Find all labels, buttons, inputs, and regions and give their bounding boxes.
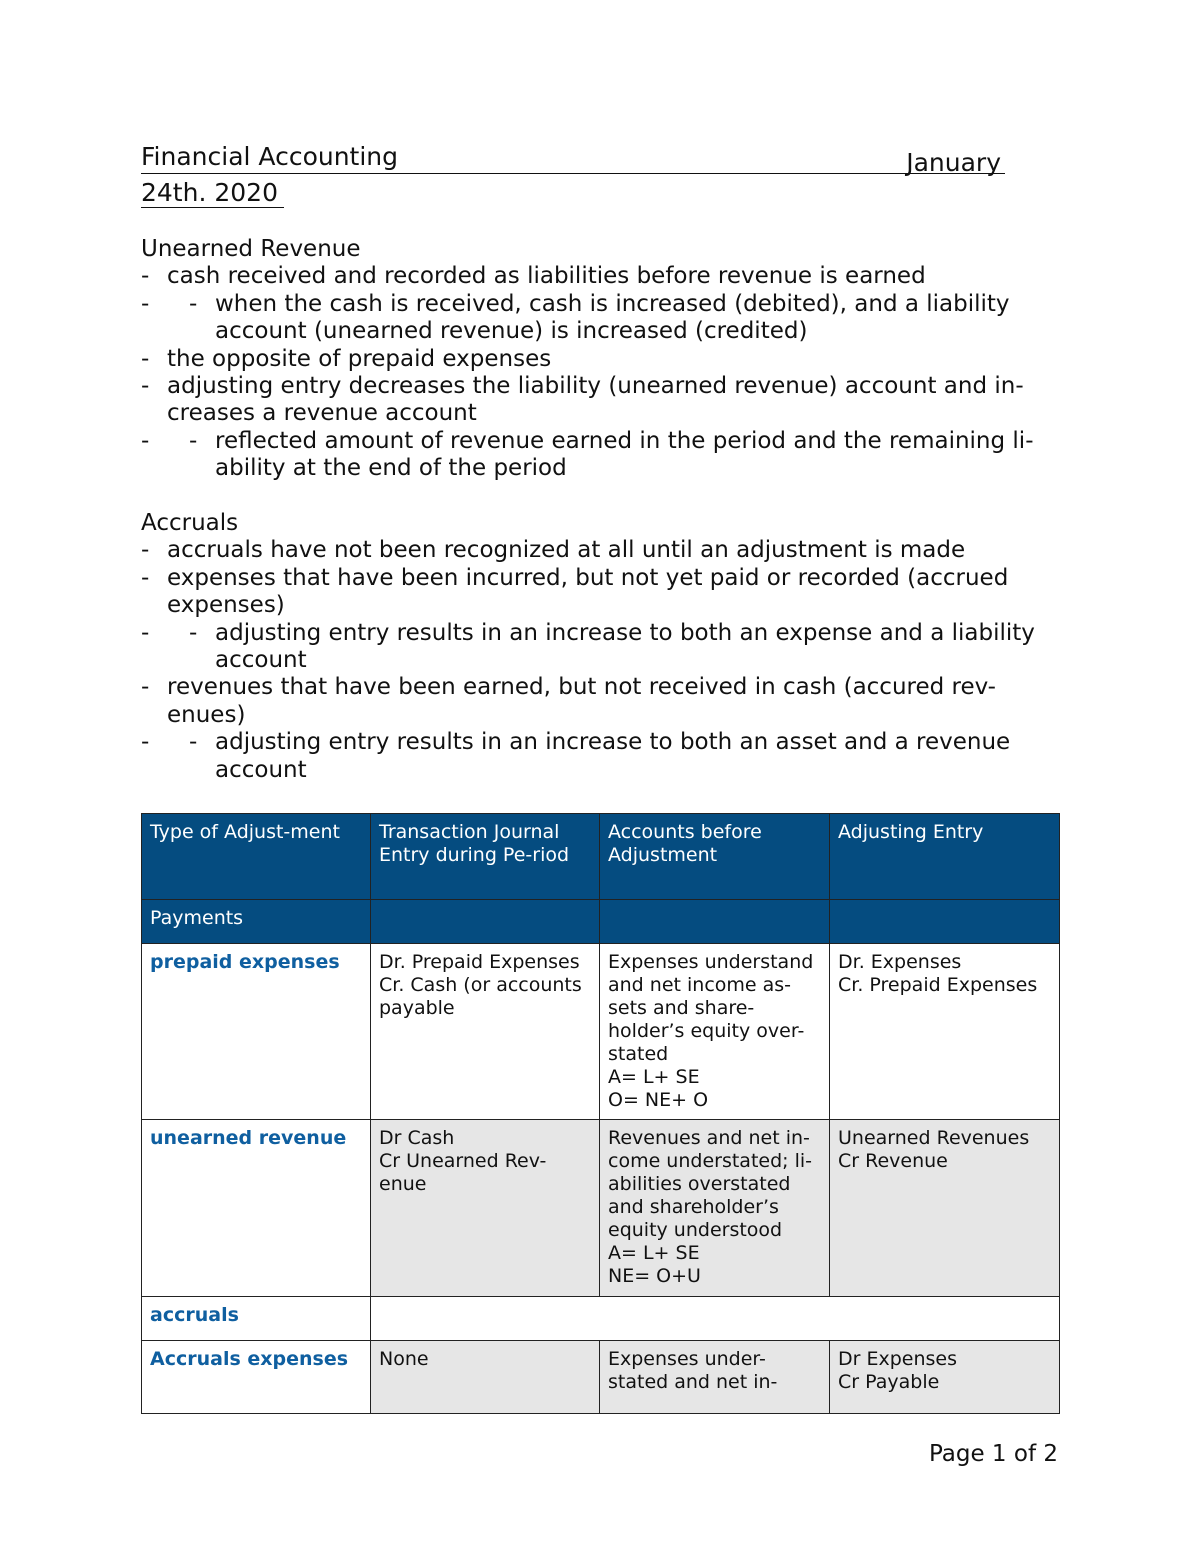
category-payments: Payments	[142, 900, 371, 944]
table-category-row	[142, 900, 1060, 944]
list-item-sub-wrapper	[141, 729, 1061, 784]
list-item: - - reflected amount of revenue earned in the period and the remaining li-ability at the end of the period	[141, 428, 1061, 483]
list-item: - accruals have not been recognized at all until an adjustment is made	[141, 537, 1061, 564]
table-header-row	[142, 814, 1060, 900]
list-item: - adjusting entry decreases the liability (unearned revenue) account and in-creases a revenue account	[141, 373, 1061, 428]
list-item: - expenses that have been incurred, but not yet paid or recorded (accrued expenses)	[141, 565, 1061, 620]
table-cell: Unearned Revenues Cr Revenue	[830, 1120, 1060, 1297]
list-item-sub-wrapper	[141, 428, 1061, 483]
accruals-list	[141, 537, 1061, 784]
unearned-revenue-list	[141, 263, 1061, 482]
list-item: - - adjusting entry results in an increase to both an expense and a liability account	[141, 620, 1061, 675]
page-number: Page 1 of 2	[928, 1441, 1058, 1467]
table-row	[142, 1341, 1060, 1414]
header-date: 24th. 2020	[141, 178, 284, 208]
document-title: Financial Accounting	[141, 142, 399, 171]
list-item: - - when the cash is received, cash is increased (debited), and a liability account (unearned revenue) is increased (credited)	[141, 291, 1061, 346]
table-cell: Dr Expenses Cr Payable	[830, 1341, 1060, 1414]
list-item: - revenues that have been earned, but not received in cash (accured rev-enues)	[141, 674, 1061, 729]
header-transaction-entry: Transaction Journal Entry during Pe-riod	[371, 814, 600, 900]
list-item: - the opposite of prepaid expenses	[141, 346, 1061, 373]
header-accounts-before: Accounts before Adjustment	[600, 814, 830, 900]
table-cell: Dr. Prepaid Expenses Cr. Cash (or accounts payable	[371, 944, 600, 1120]
table-cell: None	[371, 1341, 600, 1414]
list-item: - - adjusting entry results in an increase to both an asset and a revenue account	[141, 729, 1061, 784]
row-label: unearned revenue	[142, 1120, 371, 1297]
title-underline	[141, 173, 1005, 174]
header-month: January	[906, 148, 1001, 177]
category-accruals: accruals	[142, 1297, 371, 1341]
adjustments-table	[141, 813, 1060, 1414]
section-heading-accruals: Accruals	[141, 510, 239, 537]
header-adjusting-entry: Adjusting Entry	[830, 814, 1060, 900]
table-cell: Dr. Expenses Cr. Prepaid Expenses	[830, 944, 1060, 1120]
list-item-sub-wrapper	[141, 620, 1061, 675]
notes-body	[141, 236, 1061, 784]
row-label: prepaid expenses	[142, 944, 371, 1120]
table-cell: Expenses understand and net income as-sets and share-holder’s equity over-stated A= L+ SE O= NE+ O	[600, 944, 830, 1120]
list-item: - cash received and recorded as liabilities before revenue is earned	[141, 263, 1061, 290]
section-heading-unearned-revenue: Unearned Revenue	[141, 236, 361, 262]
table-row	[142, 944, 1060, 1120]
table-cell: Revenues and net in-come understated; li-abilities overstated and shareholder’s equity understood A= L+ SE NE= O+U	[600, 1120, 830, 1297]
list-item-sub-wrapper	[141, 291, 1061, 346]
table-cell: Expenses under-stated and net in-	[600, 1341, 830, 1414]
table-row	[142, 1120, 1060, 1297]
row-label: Accruals expenses	[142, 1341, 371, 1414]
table-category-row	[142, 1297, 1060, 1341]
table-cell: Dr Cash Cr Unearned Rev-enue	[371, 1120, 600, 1297]
header-type-of-adjustment: Type of Adjust-ment	[142, 814, 371, 900]
